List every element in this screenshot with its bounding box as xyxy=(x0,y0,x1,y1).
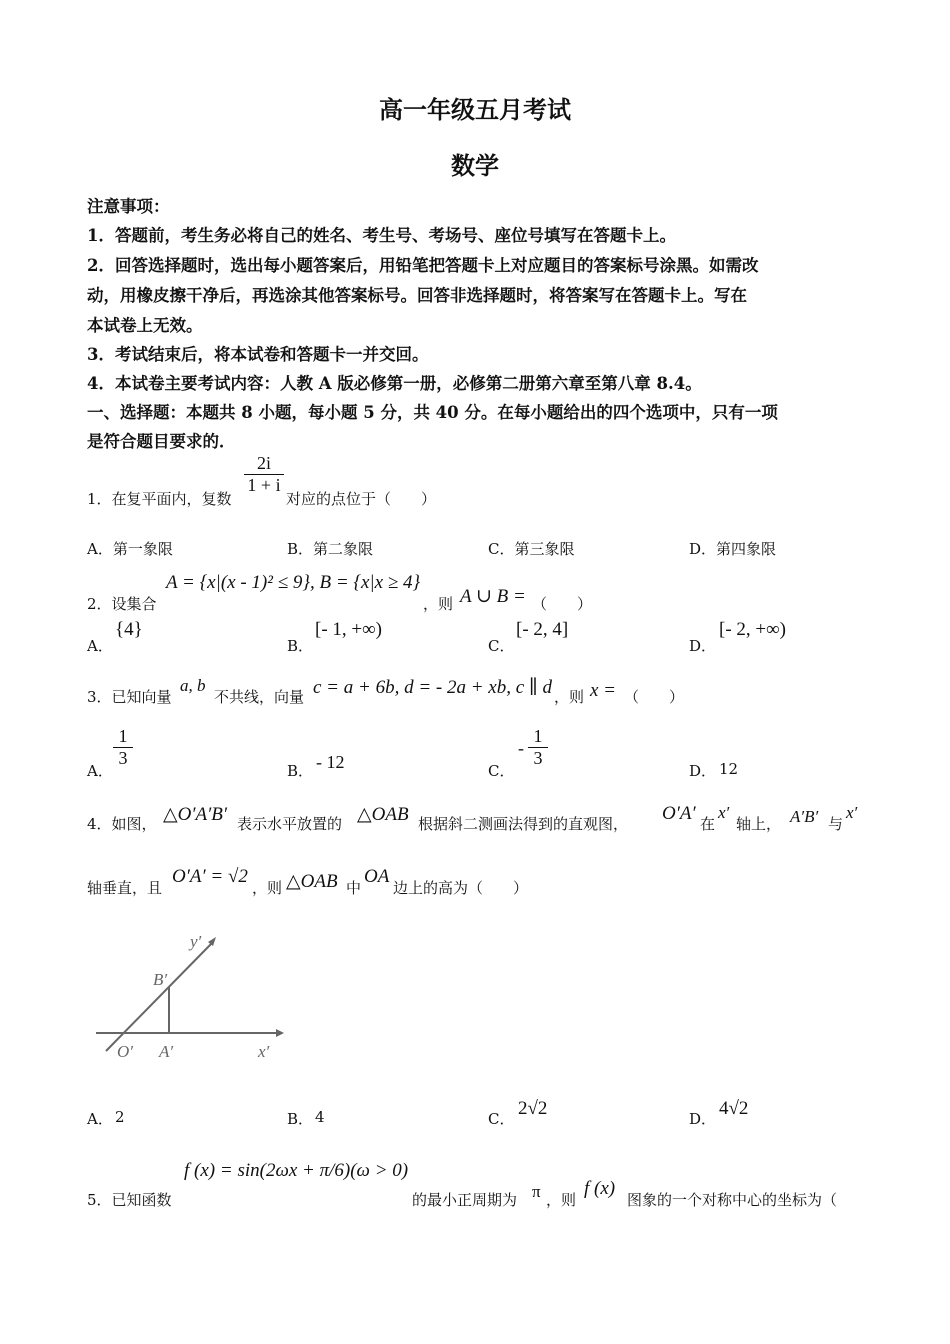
q3-mid1: 不共线，向量 xyxy=(214,688,305,706)
q1-option-d: D．第四象限 xyxy=(689,540,777,558)
q2-option-d: [- 2, +∞) xyxy=(719,619,786,640)
q3-option-a-num: 1 xyxy=(113,726,133,748)
q2-option-b: [- 1, +∞) xyxy=(315,619,382,640)
q2-label-d: D． xyxy=(689,637,717,655)
q3-mid2: ，则 xyxy=(554,688,585,706)
q2-option-a: {4} xyxy=(115,619,143,640)
exam-subject: 数学 xyxy=(451,151,499,180)
q2-mid: ，则 xyxy=(423,595,454,613)
q1-frac-den: 1 + i xyxy=(247,475,281,495)
label-b-prime: B′ xyxy=(153,970,168,989)
q4-axis-1: x′ xyxy=(718,803,730,822)
notes-heading: 注意事项： xyxy=(87,197,170,216)
q3-label-c: C． xyxy=(488,762,515,780)
q4-triangle-1: △O′A′B′ xyxy=(163,804,228,825)
q4-label-b: B． xyxy=(287,1110,314,1128)
q4-triangle-2: △OAB xyxy=(357,804,409,825)
q4-line2-mid2: 中 xyxy=(346,879,362,897)
q1-fraction xyxy=(244,453,284,496)
q3-suffix: （ ） xyxy=(624,688,685,706)
q1-prefix: 1．在复平面内，复数 xyxy=(87,490,232,508)
q4-line2-mid: ，则 xyxy=(252,879,283,897)
q2-union-expr: A ∪ B = xyxy=(460,586,526,607)
q3-x-expr: x = xyxy=(590,680,617,701)
q4-segment-1: O′A′ xyxy=(662,803,696,824)
section-heading-2: 是符合题目要求的． xyxy=(87,432,236,451)
q4-label-c: C． xyxy=(488,1110,515,1128)
q3-prefix: 3．已知向量 xyxy=(87,688,172,706)
note-line-4: 4．本试卷主要考试内容：人教 A 版必修第一册，必修第二册第六章至第八章 8.4。 xyxy=(87,374,702,393)
q4-label-a: A． xyxy=(87,1110,113,1128)
q5-prefix: 5．已知函数 xyxy=(87,1191,172,1209)
q2-option-c: [- 2, 4] xyxy=(516,619,569,640)
q3-label-a: A． xyxy=(87,762,113,780)
q3-option-c-sign: - xyxy=(518,738,524,758)
note-line-2c: 本试卷上无效。 xyxy=(87,316,203,335)
q1-option-b: B．第二象限 xyxy=(287,540,374,558)
q5-suffix: 图象的一个对称中心的坐标为（ xyxy=(627,1191,838,1209)
q4-axis-2: x′ xyxy=(846,803,858,822)
q5-mid1: 的最小正周期为 xyxy=(412,1191,518,1209)
q3-option-a xyxy=(113,726,133,769)
q3-option-b: - 12 xyxy=(316,752,345,772)
exam-title: 高一年级五月考试 xyxy=(379,95,571,124)
note-line-2a: 2．回答选择题时，选出每小题答案后，用铅笔把答题卡上对应题目的答案标号涂黑。如需改 xyxy=(87,256,759,275)
q1-suffix: 对应的点位于（ ） xyxy=(286,490,437,508)
q4-option-d: 4√2 xyxy=(719,1098,749,1119)
q5-fx: f (x) xyxy=(584,1178,616,1199)
q4-segment-3: OA xyxy=(364,866,390,887)
q4-label-d: D． xyxy=(689,1110,717,1128)
q4-line2-suffix: 边上的高为（ ） xyxy=(393,879,529,897)
section-heading-1: 一、选择题：本题共 8 小题，每小题 5 分，共 40 分。在每小题给出的四个选项中，只有一项 xyxy=(87,403,778,422)
q5-mid2: ，则 xyxy=(546,1191,577,1209)
label-a-prime: A′ xyxy=(159,1042,174,1061)
q3-vars: a, b xyxy=(180,676,206,695)
q3-option-c xyxy=(528,726,548,769)
q4-mid1: 表示水平放置的 xyxy=(237,815,343,833)
q4-mid5: 与 xyxy=(828,815,844,833)
q5-pi: π xyxy=(532,1182,541,1201)
q1-option-a: A．第一象限 xyxy=(87,540,173,558)
q4-option-a: 2 xyxy=(115,1108,125,1126)
note-line-2b: 动，用橡皮擦干净后，再选涂其他答案标号。回答非选择题时，将答案写在答题卡上。写在 xyxy=(87,286,747,305)
q3-option-a-den: 3 xyxy=(118,748,128,768)
q3-option-d: 12 xyxy=(719,760,739,778)
q2-label-b: B． xyxy=(287,637,314,655)
q4-mid2: 根据斜二测画法得到的直观图， xyxy=(418,815,629,833)
q2-prefix: 2．设集合 xyxy=(87,595,157,613)
q2-label-c: C． xyxy=(488,637,515,655)
q3-vector-expr: c = a + 6b, d = - 2a + xb, c ∥ d xyxy=(313,677,552,698)
q3-option-c-num: 1 xyxy=(528,726,548,748)
q4-option-b: 4 xyxy=(315,1108,325,1126)
q2-set-expr: A = {x|(x - 1)² ≤ 9}, B = {x|x ≥ 4} xyxy=(166,572,421,593)
q2-suffix: （ ） xyxy=(532,595,593,613)
q4-prefix: 4．如图， xyxy=(87,815,157,833)
q4-line2-prefix: 轴垂直，且 xyxy=(87,879,163,897)
q2-label-a: A． xyxy=(87,637,113,655)
q3-label-b: B． xyxy=(287,762,314,780)
q4-triangle-3: △OAB xyxy=(286,871,338,892)
q4-mid4: 轴上， xyxy=(736,815,782,833)
q4-mid3: 在 xyxy=(700,815,716,833)
q4-condition: O′A′ = √2 xyxy=(172,866,248,887)
q3-option-c-den: 3 xyxy=(533,748,543,768)
q4-option-c: 2√2 xyxy=(518,1098,548,1119)
q3-label-d: D． xyxy=(689,762,717,780)
y-axis-line xyxy=(106,943,212,1051)
q1-option-c: C．第三象限 xyxy=(488,540,575,558)
note-line-3: 3．考试结束后，将本试卷和答题卡一并交回。 xyxy=(87,345,429,364)
q1-frac-num: 2i xyxy=(244,453,284,475)
q4-oblique-figure xyxy=(90,925,290,1065)
q5-function-expr: f (x) = sin(2ωx + π/6)(ω > 0) xyxy=(184,1160,409,1181)
label-y-prime: y′ xyxy=(190,932,202,951)
q4-segment-2: A′B′ xyxy=(790,807,819,826)
x-axis-arrow xyxy=(276,1029,284,1037)
label-x-prime: x′ xyxy=(258,1042,270,1061)
note-line-1: 1．答题前，考生务必将自己的姓名、考生号、考场号、座位号填写在答题卡上。 xyxy=(87,226,676,245)
label-o-prime: O′ xyxy=(117,1042,133,1061)
